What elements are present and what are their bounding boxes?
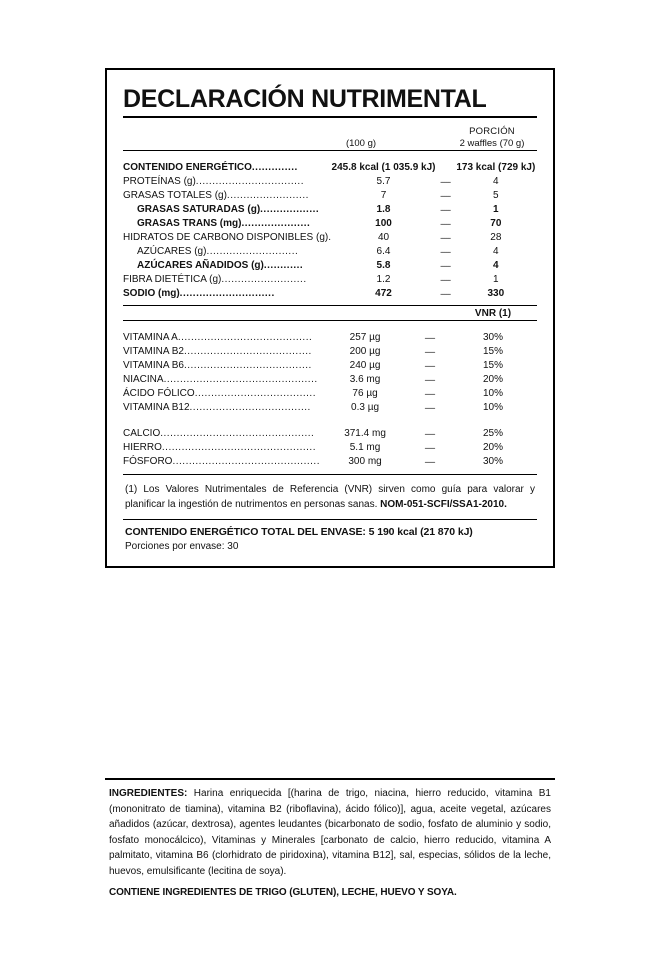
nutrient-name: GRASAS TOTALES (g)......................... (123, 189, 309, 201)
nutrient-dash: ----- (424, 402, 435, 413)
nutrient-value-100g: 100 (375, 217, 392, 229)
nutrient-name: ÁCIDO FÓLICO..................................... (123, 387, 316, 399)
table-row (123, 372, 537, 386)
nutrient-vnr: 20% (482, 441, 503, 453)
leader-dots: ..................................... (194, 387, 316, 399)
ingredients-text: Harina enriquecida [(harina de trigo, niacina, hierro reducido, vitamina B1 (mononitrato de tiamina), vitamina B2 (riboflavina), ácido fólico)], agua, aceite vegetal, azúcares añadidos (azúcar, dextrosa), agentes leudantes (bicarbonato de sodio, fosfato de aluminio y sodio, fosfato monocálcico), Vitaminas y Minerales [carbonato de calcio, hierro reducido, vitamina A palmitato, vitamina B6 (clorhidrato de piridoxina), vitamina B12], sal, especias, sólidos de la leche, huevos, emulsificante (lecitina de soya). (109, 788, 551, 877)
norm-reference: NOM-051-SCFI/SSA1-2010. (380, 499, 507, 510)
nutrient-value-portion: 173 kcal (729 kJ) (456, 161, 536, 173)
nutrient-dash: ----- (440, 246, 451, 257)
nutrient-dash: ----- (424, 374, 435, 385)
nutrient-value-100g: 1.8 (376, 203, 391, 215)
nutrient-name: VITAMINA B6....................................... (123, 359, 312, 371)
nutrient-value-portion: 4 (493, 259, 499, 271)
column-header-per100g: (100 g) (345, 138, 377, 150)
table-row (123, 230, 537, 244)
table-row (123, 386, 537, 400)
nutrient-value-100g: 257 µg (349, 331, 381, 343)
table-row (123, 272, 537, 286)
table-row (123, 344, 537, 358)
vnr-header-spacer (123, 306, 320, 321)
nutrient-name: VITAMINA A......................................... (123, 331, 313, 343)
table-row (123, 358, 537, 372)
nutrient-value-100g: 371.4 mg (344, 427, 386, 439)
nutrient-value-portion: 4 (493, 175, 499, 187)
nutrient-value-100g: 200 µg (349, 345, 381, 357)
nutrient-dash: ----- (440, 260, 451, 271)
vnr-header: VNR (1) (474, 307, 512, 319)
nutrient-dash: ----- (424, 456, 435, 467)
nutrient-dash: ----- (424, 388, 435, 399)
nutrient-dash: ----- (424, 428, 435, 439)
nutrient-name: CONTENIDO ENERGÉTICO.............. (123, 161, 298, 173)
table-row (123, 258, 537, 272)
main-nutrient-table (123, 150, 537, 300)
nutrient-name: AZÚCARES AÑADIDOS (g)............ (137, 259, 304, 271)
nutrient-value-100g: 300 mg (348, 455, 382, 467)
nutrient-value-100g: 0.3 µg (351, 401, 380, 413)
leader-dots: ............ (263, 259, 304, 271)
leader-dots: ......................................... (177, 331, 313, 343)
nutrient-name: CALCIO............................................... (123, 427, 315, 439)
vnr-header-row (123, 306, 537, 321)
nutrient-dash: ----- (440, 218, 451, 229)
portion-word: PORCIÓN (469, 126, 515, 138)
ingredients-label: INGREDIENTES: (109, 788, 188, 799)
page-title: DECLARACIÓN NUTRIMENTAL (123, 85, 487, 113)
table-row (123, 440, 537, 454)
table-row (123, 426, 537, 440)
nutrient-dash: ----- (424, 360, 435, 371)
nutrient-vnr: 30% (482, 331, 503, 343)
nutrient-vnr: 10% (482, 387, 503, 399)
nutrient-vnr: 30% (482, 455, 503, 467)
nutrient-vnr: 15% (482, 359, 503, 371)
portions-per-package: Porciones por envase: 30 (125, 541, 239, 552)
table-row (123, 202, 537, 216)
nutrient-value-100g: 76 µg (352, 387, 378, 399)
nutrient-dash: ----- (424, 442, 435, 453)
table-row (123, 244, 537, 258)
nutrient-value-100g: 472 (375, 287, 392, 299)
vnr-header-spacer2 (320, 306, 410, 321)
nutrient-value-100g: 5.8 (376, 259, 391, 271)
nutrient-name: SODIO (mg)............................. (123, 287, 275, 299)
table-row (123, 400, 537, 414)
nutrient-dash: ----- (440, 176, 451, 187)
leader-dots: .......................... (221, 273, 307, 285)
nutrient-name: HIDRATOS DE CARBONO DISPONIBLES (g). (123, 231, 332, 243)
total-energy-line: CONTENIDO ENERGÉTICO TOTAL DEL ENVASE: 5 190 kcal (21 870 kJ) (125, 526, 473, 538)
table-row (123, 216, 537, 230)
nutrient-vnr: 20% (482, 373, 503, 385)
nutrient-name: NIACINA............................................... (123, 373, 318, 385)
ingredients-section (105, 778, 555, 901)
nutrient-name: GRASAS TRANS (mg)..................... (137, 217, 311, 229)
nutrient-name: HIERRO............................................... (123, 441, 316, 453)
nutrient-value-100g: 245.8 kcal (1 035.9 kJ) (331, 161, 436, 173)
table-row (123, 330, 537, 344)
table-row (123, 188, 537, 202)
nutrition-label-panel (105, 68, 555, 568)
nutrient-dash: ----- (424, 346, 435, 357)
main-nutrient-body (123, 151, 537, 301)
nutrient-dash: ----- (440, 288, 451, 299)
nutrient-name: PROTEÍNAS (g)................................. (123, 175, 304, 187)
table-top-rule (123, 151, 537, 161)
nutrient-value-100g: 5.7 (376, 175, 391, 187)
nutrient-vnr: 10% (482, 401, 503, 413)
nutrient-value-portion: 5 (493, 189, 499, 201)
vnr-footnote-text: (1) Los Valores Nutrimentales de Referencia (VNR) sirven como guía para valorar y planificar la ingestión de nutrimentos en personas sanas. (125, 484, 535, 510)
title-divider (123, 116, 537, 118)
nutrient-value-100g: 1.2 (376, 273, 391, 285)
leader-dots: .................. (260, 203, 320, 215)
leader-dots: ................................. (195, 175, 304, 187)
micronutrient-table (123, 306, 537, 468)
vnr-header-spacer3 (410, 306, 449, 321)
leader-dots: ............................................... (163, 373, 318, 385)
vnr-divider (123, 321, 537, 331)
nutrient-name: GRASAS SATURADAS (g).................. (137, 203, 320, 215)
allergen-statement: CONTIENE INGREDIENTES DE TRIGO (GLUTEN), LECHE, HUEVO Y SOYA. (109, 887, 457, 898)
vnr-footnote (123, 475, 537, 519)
nutrient-dash: ----- (440, 232, 451, 243)
nutrient-value-portion: 1 (493, 203, 499, 215)
leader-dots: ....................................... (183, 359, 312, 371)
nutrient-value-portion: 330 (487, 287, 505, 299)
leader-dots: .............. (251, 161, 298, 173)
portion-size: 2 waffles (70 g) (459, 138, 525, 150)
total-energy-block (123, 520, 537, 556)
nutrient-vnr: 15% (482, 345, 503, 357)
nutrient-dash: ----- (440, 204, 451, 215)
nutrient-value-100g: 5.1 mg (349, 441, 381, 453)
nutrient-value-portion: 1 (493, 273, 499, 285)
leader-dots: . (328, 231, 332, 243)
leader-dots: ....................................... (183, 345, 312, 357)
nutrient-name: AZÚCARES (g)............................ (137, 245, 299, 257)
nutrient-value-100g: 40 (377, 231, 390, 243)
nutrient-value-portion: 4 (493, 245, 499, 257)
nutrient-value-100g: 7 (380, 189, 387, 201)
leader-dots: ............................. (179, 287, 275, 299)
leader-dots: ..................... (241, 217, 311, 229)
nutrient-name: FIBRA DIETÉTICA (g).......................... (123, 273, 307, 285)
table-row (123, 174, 537, 188)
column-header-portion (447, 126, 537, 150)
leader-dots: ............................................... (160, 427, 315, 439)
nutrient-value-100g: 6.4 (376, 245, 391, 257)
table-row (123, 160, 537, 174)
nutrient-vnr: 25% (482, 427, 503, 439)
nutrient-name: FÓSFORO............................................. (123, 455, 320, 467)
leader-dots: ............................................... (161, 441, 316, 453)
group-gap (123, 414, 537, 426)
leader-dots: ......................... (226, 189, 309, 201)
leader-dots: ............................ (206, 245, 299, 257)
portion-header (123, 126, 537, 150)
nutrient-name: VITAMINA B12..................................... (123, 401, 311, 413)
nutrient-dash: ----- (424, 332, 435, 343)
nutrient-value-100g: 3.6 mg (349, 373, 381, 385)
nutrient-dash (436, 160, 455, 174)
micronutrient-body (123, 306, 537, 468)
nutrient-dash: ----- (440, 190, 451, 201)
nutrient-name: VITAMINA B2....................................... (123, 345, 312, 357)
leader-dots: ..................................... (189, 401, 311, 413)
nutrient-dash: ----- (440, 274, 451, 285)
nutrient-value-portion: 70 (490, 217, 502, 229)
table-row (123, 454, 537, 468)
nutrient-value-portion: 28 (490, 231, 502, 243)
table-row (123, 286, 537, 300)
nutrient-value-100g: 240 µg (349, 359, 381, 371)
leader-dots: ............................................. (172, 455, 320, 467)
